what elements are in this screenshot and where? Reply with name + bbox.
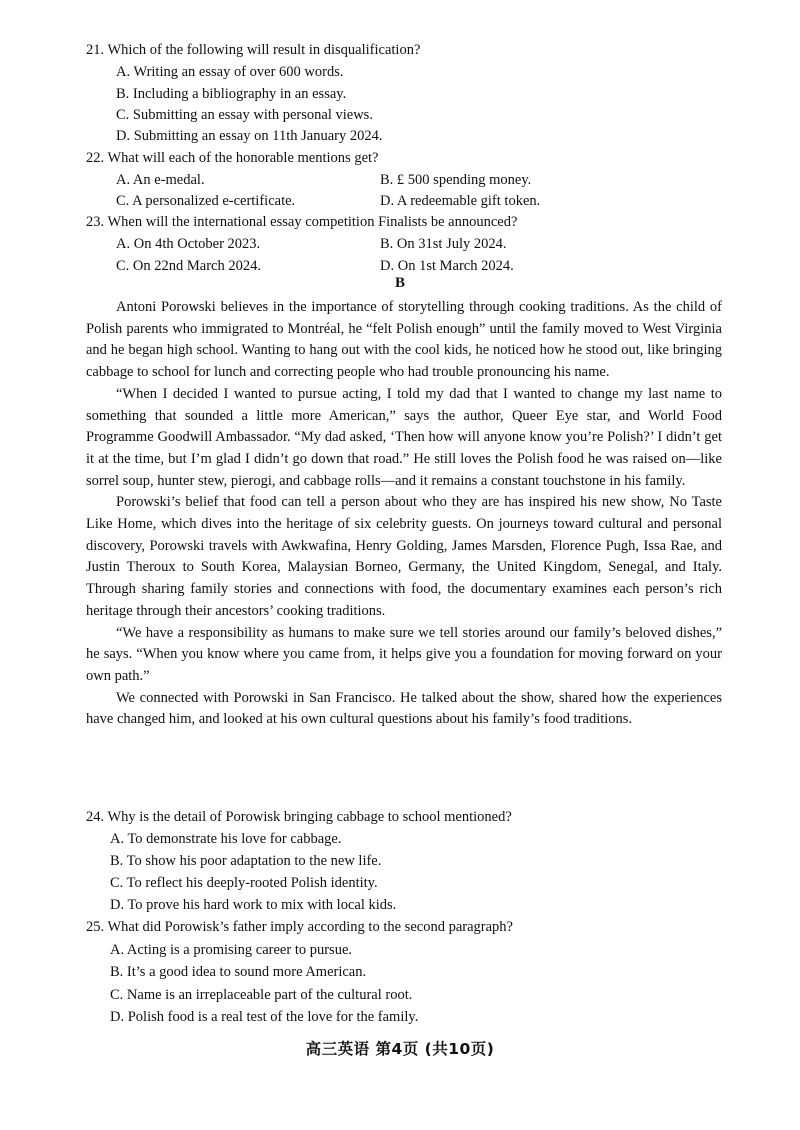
question-23-stem: 23. When will the international essay competition Finalists be announced? (86, 214, 518, 230)
passage-paragraph-1: Antoni Porowski believes in the importance of storytelling through cooking traditions. As the child of Polish parents who immigrated to Montréal, he “felt Polish enough” until the family moved to West Virginia and he began high school. Wanting to hang out with the cool kids, he noticed how he stood out, like bringing cabbage to school for lunch and correcting people who had trouble pronouncing his name. (86, 299, 722, 381)
question-25-option-b: B. It’s a good idea to sound more American. (110, 964, 367, 980)
passage-paragraph-4: “We have a responsibility as humans to make sure we tell stories around our family’s beloved dishes,” he says. “When you know where you came from, it helps give you a foundation for moving forward on your own path.” (86, 624, 722, 684)
question-23-option-a: A. On 4th October 2023. (116, 236, 261, 252)
section-heading: B (394, 275, 405, 291)
question-21-option-c: C. Submitting an essay with personal views. (116, 107, 373, 123)
passage-paragraph-2: “When I decided I wanted to pursue acting, I told my dad that I wanted to change my last name to something that sounded a little more American,” says the author, Queer Eye star, and World Food Programme Goodwill Ambassador. “My dad asked, ‘Then how will anyone know you’re Polish?’ I didn’t get it at the time, but I’m glad I didn’t go down that road.” He still loves the Polish food he was raised on—like sorrel soup, hunter stew, pierogi, and cabbage rolls—and it remains a constant touchstone in his family. (86, 385, 722, 489)
reading-passage (86, 297, 722, 731)
question-25-stem: 25. What did Porowisk’s father imply according to the second paragraph? (86, 919, 513, 935)
question-25-option-a: A. Acting is a promising career to pursue. (110, 942, 353, 958)
question-24-option-b: B. To show his poor adaptation to the new life. (110, 853, 382, 869)
question-24-option-d: D. To prove his hard work to mix with local kids. (110, 897, 397, 913)
question-24-option-a: A. To demonstrate his love for cabbage. (110, 831, 342, 847)
question-22-option-c: C. A personalized e-certificate. (116, 193, 296, 209)
question-21-option-a: A. Writing an essay of over 600 words. (116, 64, 344, 80)
question-25-option-c: C. Name is an irreplaceable part of the cultural root. (110, 987, 413, 1003)
question-23-option-b: B. On 31st July 2024. (380, 236, 507, 252)
question-21-option-b: B. Including a bibliography in an essay. (116, 86, 347, 102)
question-22-option-d: D. A redeemable gift token. (380, 193, 541, 209)
question-24-stem: 24. Why is the detail of Porowisk bringing cabbage to school mentioned? (86, 809, 512, 825)
question-21-option-d: D. Submitting an essay on 11th January 2024. (116, 128, 383, 144)
question-22-stem: 22. What will each of the honorable mentions get? (86, 150, 379, 166)
question-21-stem: 21. Which of the following will result in disqualification? (86, 42, 421, 58)
question-22-option-b: B. £ 500 spending money. (380, 172, 532, 188)
question-23-option-c: C. On 22nd March 2024. (116, 258, 261, 274)
question-24-option-c: C. To reflect his deeply-rooted Polish identity. (110, 875, 378, 891)
question-22-option-a: A. An e-medal. (116, 172, 205, 188)
passage-paragraph-3: Porowski’s belief that food can tell a person about who they are has inspired his new show, No Taste Like Home, which dives into the heritage of six celebrity guests. On journeys toward cultural and personal discovery, Porowski travels with Awkwafina, Henry Golding, James Marsden, Florence Pugh, Issa Rae, and Justin Theroux to South Korea, Malaysian Borneo, Germany, the United Kingdom, Senegal, and Italy. Through sharing family stories and connections with food, the documentary examines each person’s rich heritage through their ancestors’ cooking traditions. (86, 494, 722, 619)
passage-paragraph-5: We connected with Porowski in San Francisco. He talked about the show, shared how the experiences have changed him, and looked at his own cultural questions about his family’s food traditions. (86, 689, 722, 728)
question-23-option-d: D. On 1st March 2024. (380, 258, 514, 274)
page-footer: 高三英语 第4页 (共10页) (305, 1040, 495, 1058)
question-25-option-d: D. Polish food is a real test of the love for the family. (110, 1009, 419, 1025)
